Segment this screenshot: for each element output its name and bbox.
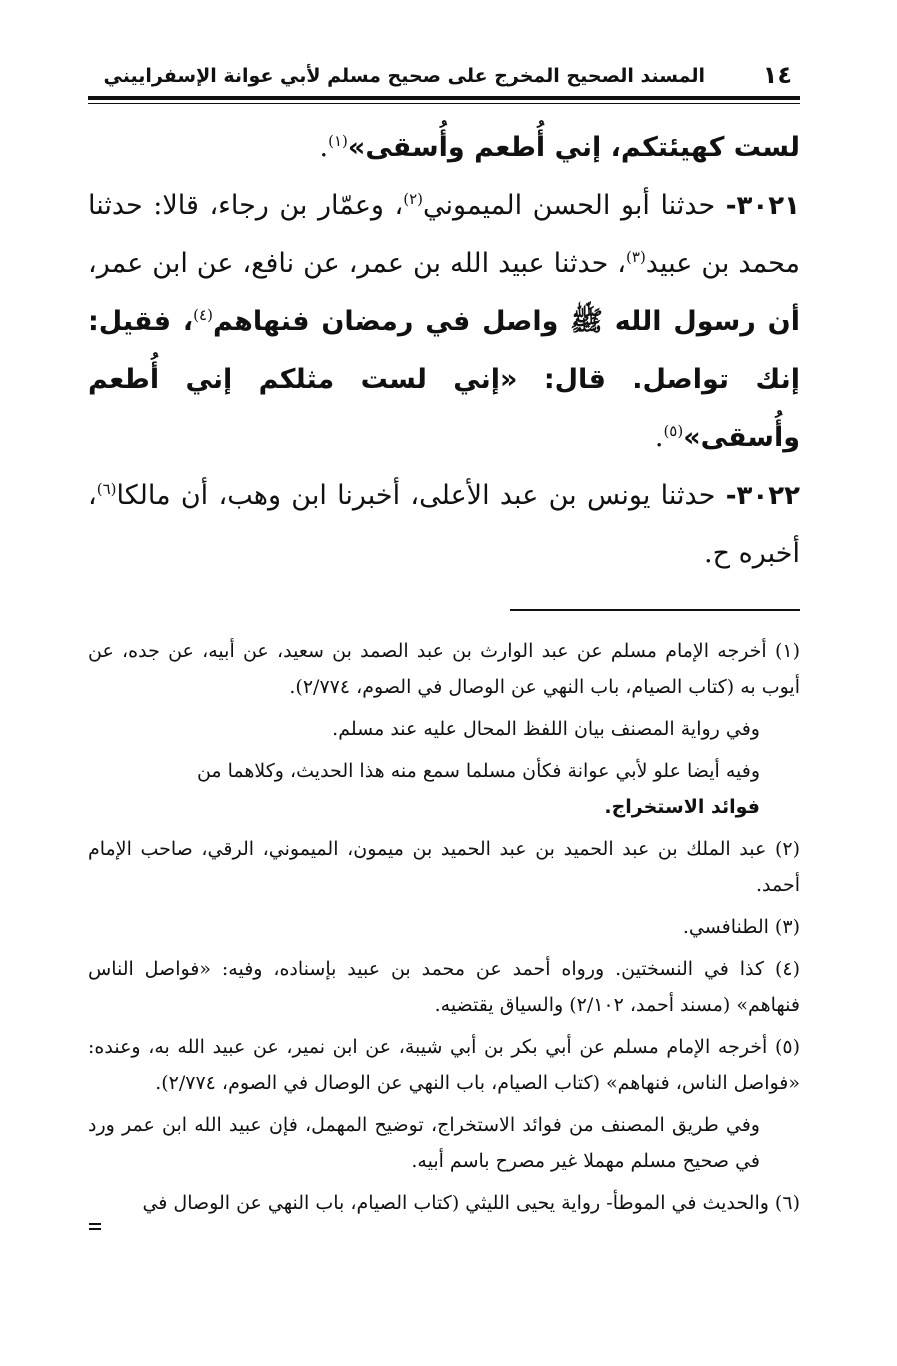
isnad-text: حدثنا أبو الحسن الميموني (423, 190, 726, 221)
matn-text: أن رسول الله ﷺ واصل في رمضان فنهاهم (212, 306, 800, 337)
isnad-text: ، وعمّار بن رجاء، قالا: حدثنا محمد بن عبيد (88, 190, 801, 279)
footnote-text: (٣) الطنافسي. (682, 916, 800, 938)
footnote-text: (٦) والحديث في الموطأ- رواية يحيى الليثي (كتاب الصيام، باب النهي عن الوصال في (142, 1192, 800, 1214)
footnote-1 (88, 633, 800, 705)
footnote-5-note (88, 1107, 800, 1179)
main-text (88, 119, 800, 583)
footnote-4 (88, 951, 800, 1023)
header-rule-thin (88, 103, 800, 104)
hadith-ending-text: لست كهيئتكم، إني أُطعم وأُسقى» (347, 132, 800, 163)
header-rule (88, 96, 800, 100)
isnad-text: ، أخبره ح. (88, 480, 800, 569)
punctuation: . (654, 422, 664, 453)
page-header (88, 55, 800, 97)
footnote-6 (88, 1185, 800, 1221)
footnote-text: (٥) أخرجه الإمام مسلم عن أبي بكر بن أبي شيبة، عن ابن نمير، عن عبيد الله به، وعنده: «فواصل الناس، فنهاهم» (كتاب الصيام، باب النهي عن الوصال في الصوم، ٢/٧٧٤). (88, 1036, 800, 1094)
footnote-separator (510, 609, 800, 611)
hadith-3022 (88, 467, 800, 583)
punctuation: . (319, 132, 329, 163)
footnote-text: (١) أخرجه الإمام مسلم عن عبد الوارث بن عبد الصمد بن سعيد، عن أبيه، عن جده، عن أيوب به (كتاب الصيام، باب النهي عن الوصال في الصوم، ٢/٧٧٤). (88, 640, 800, 698)
footnote-1-note (88, 753, 800, 825)
footnote-text: وفي رواية المصنف بيان اللفظ المحال عليه عند مسلم. (332, 718, 760, 740)
footnote-ref[interactable]: (٦) (96, 480, 117, 498)
isnad-text: حدثنا يونس بن عبد الأعلى، أخبرنا ابن وهب، أن مالكا (116, 480, 726, 511)
footnote-text: وفيه أيضا علو لأبي عوانة فكأن مسلما سمع منه هذا الحديث، وكلاهما من (196, 760, 760, 782)
paragraph-continuation (88, 119, 800, 177)
footnote-text: وفي طريق المصنف من فوائد الاستخراج، توضيح المهمل، فإن عبيد الله ابن عمر ورد في صحيح مسلم مهملا غير مصرح باسم أبيه. (88, 1114, 760, 1172)
footnote-1-note (88, 711, 800, 747)
running-title: المسند الصحيح المخرج على صحيح مسلم لأبي عوانة الإسفراييني (103, 65, 705, 87)
footnote-ref[interactable]: (٤) (193, 306, 213, 324)
matn-text: ، فقيل: إنك تواصل. قال: «إني لست مثلكم إني أُطعم وأُسقى» (88, 306, 800, 453)
footnote-ref[interactable]: (٢) (403, 190, 424, 208)
book-page (88, 55, 800, 1227)
hadith-3021 (88, 177, 800, 467)
hadith-number: ٣٠٢١- (725, 191, 801, 221)
footnote-text: (٤) كذا في النسختين. ورواه أحمد عن محمد بن عبيد بإسناده، وفيه: «فواصل الناس فنهاهم» (مسند أحمد، ٢/١٠٢) والسياق يقتضيه. (88, 958, 800, 1016)
footnote-2 (88, 831, 800, 903)
isnad-text: ، حدثنا عبيد الله بن عمر، عن نافع، عن ابن عمر، (88, 248, 627, 279)
footnote-ref[interactable]: (٥) (663, 422, 684, 440)
continuation-mark-icon (89, 1223, 101, 1230)
hadith-number: ٣٠٢٢- (725, 481, 800, 511)
page-number: ١٤ (762, 61, 792, 89)
footnote-ref[interactable]: (١) (328, 132, 348, 150)
footnote-3 (88, 909, 800, 945)
footnote-text: (٢) عبد الملك بن عبد الحميد بن عبد الحميد بن ميمون، الميموني، الرقي، صاحب الإمام أحمد. (88, 838, 800, 896)
footnote-bold-text: فوائد الاستخراج. (604, 796, 760, 818)
footnote-ref[interactable]: (٣) (626, 248, 646, 266)
footnote-5 (88, 1029, 800, 1101)
footnotes (88, 633, 800, 1221)
